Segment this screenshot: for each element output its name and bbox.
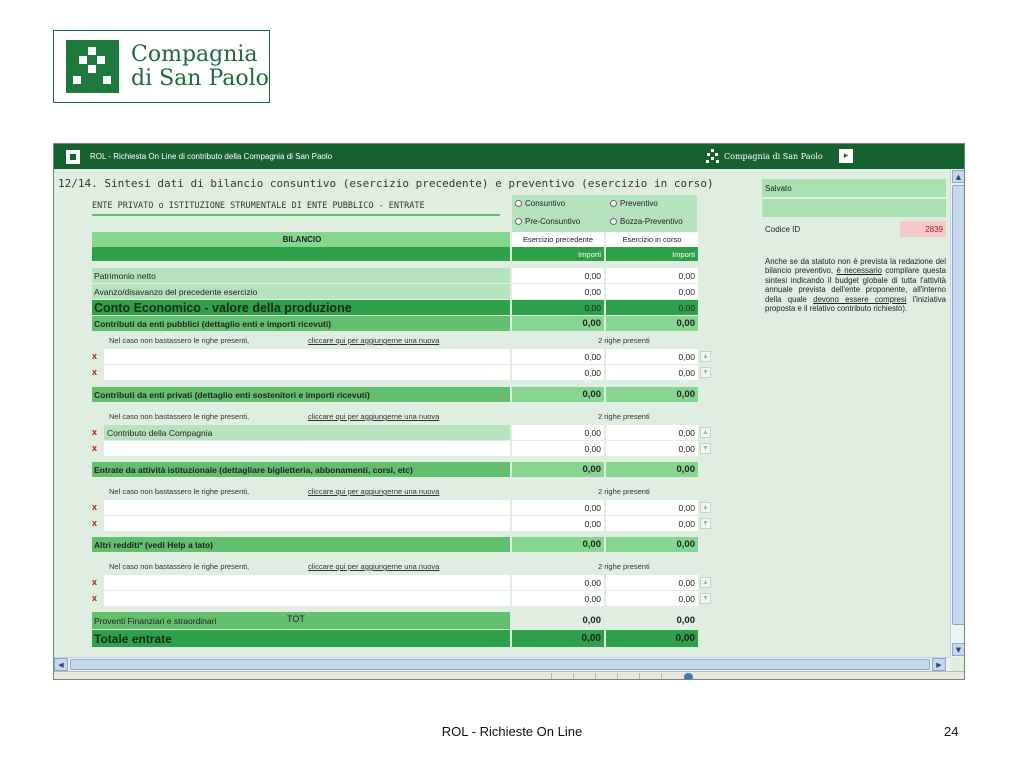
header-spacer [92, 247, 510, 261]
horizontal-scrollbar[interactable] [54, 657, 950, 671]
row-description[interactable] [104, 365, 510, 380]
radio-label: Pre-Consuntivo [525, 217, 581, 226]
row-prev-input[interactable]: 0,00 [512, 500, 604, 515]
side-panel [762, 177, 948, 657]
totale-prev: 0,00 [512, 630, 604, 647]
brand-name: Compagnia di San Paolo [724, 151, 823, 161]
add-row-link[interactable]: cliccare qui per aggiungerne una nuova [308, 562, 440, 571]
row-cur-input[interactable]: 0,00 [606, 349, 698, 364]
note-privati [92, 409, 700, 424]
title-bar [54, 144, 964, 169]
cat-istituzionali-cur: 0,00 [606, 462, 698, 477]
row-prev-input[interactable]: 0,00 [512, 591, 604, 606]
row-cur-input[interactable]: 0,00 [606, 365, 698, 380]
note-text: Nel caso non bastassero le righe presenti, [109, 562, 250, 571]
logo-mark-icon [66, 40, 119, 93]
scroll-left-icon[interactable]: ◀ [54, 658, 68, 671]
page-number: 24 [944, 724, 959, 739]
row-description[interactable] [104, 516, 510, 531]
move-down-icon[interactable]: ▼ [700, 518, 711, 529]
proventi-text: Proventi Finanziari e straordinari [94, 615, 217, 626]
internet-zone-icon [684, 673, 693, 680]
scroll-down-icon[interactable]: ▼ [952, 643, 965, 656]
application-window [53, 143, 965, 680]
codice-label: Codice ID [765, 225, 801, 234]
row-cur-input[interactable]: 0,00 [606, 425, 698, 440]
status-field [762, 199, 946, 217]
window-title: ROL - Richiesta On Line di contributo della Compagnia di San Paolo [90, 152, 333, 161]
move-up-icon[interactable]: ▲ [700, 427, 711, 438]
row-description[interactable] [104, 575, 510, 590]
status-divider [661, 673, 662, 680]
patrimonio-label: Patrimonio netto [92, 268, 510, 283]
remove-row-icon[interactable]: x [92, 351, 98, 361]
totale-cur: 0,00 [606, 630, 698, 647]
form-content [54, 169, 950, 657]
avanzo-prev[interactable]: 0,00 [512, 284, 604, 299]
radio-circle-icon[interactable] [610, 200, 617, 207]
radio-label: Consuntivo [525, 199, 566, 208]
patrimonio-cur[interactable]: 0,00 [606, 268, 698, 283]
proventi-cur: 0,00 [606, 612, 698, 629]
move-down-icon[interactable]: ▼ [700, 367, 711, 378]
scroll-thumb[interactable] [952, 185, 965, 625]
move-down-icon[interactable]: ▼ [700, 443, 711, 454]
cat-privati-prev: 0,00 [512, 387, 604, 402]
row-prev-input[interactable]: 0,00 [512, 365, 604, 380]
row-count: 2 righe presenti [598, 562, 650, 571]
remove-row-icon[interactable]: x [92, 443, 98, 453]
brand-mark-icon [706, 149, 720, 163]
row-cur-input[interactable]: 0,00 [606, 441, 698, 456]
cat-privati-label: Contributi da enti privati (dettaglio enti sostenitori e importi ricevuti) [92, 387, 510, 402]
avanzo-cur[interactable]: 0,00 [606, 284, 698, 299]
proventi-label [92, 612, 510, 629]
remove-row-icon[interactable]: x [92, 593, 98, 603]
row-count: 2 righe presenti [598, 487, 650, 496]
save-status: Salvato [762, 179, 946, 197]
row-count: 2 righe presenti [598, 412, 650, 421]
logo-line-1: Compagnia [131, 41, 258, 67]
row-cur-input[interactable]: 0,00 [606, 591, 698, 606]
radio-circle-icon[interactable] [610, 218, 617, 225]
row-cur-input[interactable]: 0,00 [606, 500, 698, 515]
radio-consuntivo[interactable] [515, 199, 565, 208]
cat-altri-label: Altri redditi* (vedi Help a lato) [92, 537, 510, 552]
row-description[interactable] [104, 591, 510, 606]
status-divider [595, 673, 596, 680]
row-prev-input[interactable]: 0,00 [512, 425, 604, 440]
help-emphasis: è necessario [836, 266, 882, 276]
add-row-link[interactable]: cliccare qui per aggiungerne una nuova [308, 336, 440, 345]
help-text [765, 257, 946, 313]
header-cur: Esercizio in corso [606, 232, 698, 247]
note-text: Nel caso non bastassero le righe presenti, [109, 336, 250, 345]
help-emphasis: devono essere compresi [813, 294, 907, 304]
header-bilancio: BILANCIO [92, 232, 510, 247]
row-prev-input[interactable]: 0,00 [512, 349, 604, 364]
conto-prev: 0,00 [512, 300, 604, 315]
cat-istituzionali-prev: 0,00 [512, 462, 604, 477]
row-count: 2 righe presenti [598, 336, 650, 345]
row-description[interactable] [104, 349, 510, 364]
move-down-icon[interactable]: ▼ [700, 593, 711, 604]
ente-title: ENTE PRIVATO o ISTITUZIONE STRUMENTALE DI ENTE PUBBLICO - ENTRATE [92, 201, 500, 216]
cat-pubblici-label: Contributi da enti pubblici (dettaglio enti e importi ricevuti) [92, 316, 510, 331]
radio-label: Bozza-Preventivo [620, 217, 683, 226]
logo-line-2: di San Paolo [131, 65, 269, 91]
radio-label: Preventivo [620, 199, 658, 208]
status-divider [639, 673, 640, 680]
row-description[interactable] [104, 500, 510, 515]
row-prev-input[interactable]: 0,00 [512, 441, 604, 456]
header-brand [706, 149, 823, 163]
note-pubblici [92, 333, 700, 348]
logo-text [131, 43, 269, 91]
cat-altri-prev: 0,00 [512, 537, 604, 552]
status-divider [573, 673, 574, 680]
section-title: 12/14. Sintesi dati di bilancio consuntivo (esercizio precedente) e preventivo (esercizio in corso) [58, 177, 714, 190]
add-row-link[interactable]: cliccare qui per aggiungerne una nuova [308, 487, 440, 496]
row-cur-input[interactable]: 0,00 [606, 575, 698, 590]
cat-pubblici-cur: 0,00 [606, 316, 698, 331]
compagnia-logo [53, 30, 270, 103]
header-importi-prev: Importi [512, 247, 604, 261]
note-altri [92, 559, 700, 574]
tot-tag: TOT [287, 614, 305, 624]
cat-istituzionali-label: Entrate da attività istituzionale (dettagliare biglietteria, abbonamenti, corsi, etc) [92, 462, 510, 477]
remove-row-icon[interactable]: x [92, 367, 98, 377]
arrow-right-icon[interactable]: ▸ [839, 149, 853, 163]
vertical-scrollbar[interactable] [950, 169, 965, 657]
help-part: Anche se da statuto non è prevista la redazione del bilancio preventivo, [765, 257, 946, 276]
row-description[interactable]: Contributo della Compagnia [104, 425, 510, 440]
remove-row-icon[interactable]: x [92, 518, 98, 528]
radio-pre-consuntivo[interactable] [515, 217, 580, 226]
avanzo-label: Avanzo/disavanzo del precedente esercizio [92, 284, 510, 299]
scroll-up-icon[interactable]: ▲ [952, 170, 965, 183]
help-part: compilare questa sintesi indicando il budget globale di tutta l'attività annuale prevista dell'ente proponente, all'interno della quale [765, 266, 946, 304]
scroll-thumb-horizontal[interactable] [70, 659, 930, 670]
cat-pubblici-prev: 0,00 [512, 316, 604, 331]
slide-footer: ROL - Richieste On Line [441, 724, 583, 739]
header-importi-cur: Importi [606, 247, 698, 261]
row-description[interactable] [104, 441, 510, 456]
status-bar [54, 671, 965, 680]
note-istituzionali [92, 484, 700, 499]
move-up-icon[interactable]: ▲ [700, 577, 711, 588]
cat-privati-cur: 0,00 [606, 387, 698, 402]
cat-altri-cur: 0,00 [606, 537, 698, 552]
scroll-right-icon[interactable]: ▶ [932, 658, 946, 671]
window-menu-icon[interactable] [66, 150, 80, 164]
totale-label: Totale entrate [92, 630, 510, 647]
radio-circle-icon[interactable] [515, 200, 522, 207]
radio-circle-icon[interactable] [515, 218, 522, 225]
conto-cur: 0,00 [606, 300, 698, 315]
row-prev-input[interactable]: 0,00 [512, 575, 604, 590]
budget-type-radios [512, 195, 697, 232]
radio-bozza-preventivo[interactable] [610, 217, 683, 226]
status-divider [617, 673, 618, 680]
radio-preventivo[interactable] [610, 199, 658, 208]
header-prev: Esercizio precedente [512, 232, 604, 247]
codice-value: 2839 [900, 221, 946, 237]
move-up-icon[interactable]: ▲ [700, 351, 711, 362]
remove-row-icon[interactable]: x [92, 577, 98, 587]
row-cur-input[interactable]: 0,00 [606, 516, 698, 531]
note-text: Nel caso non bastassero le righe presenti, [109, 487, 250, 496]
status-divider [551, 673, 552, 680]
conto-label: Conto Economico - valore della produzione [92, 300, 510, 315]
add-row-link[interactable]: cliccare qui per aggiungerne una nuova [308, 412, 440, 421]
move-up-icon[interactable]: ▲ [700, 502, 711, 513]
note-text: Nel caso non bastassero le righe presenti, [109, 412, 250, 421]
remove-row-icon[interactable]: x [92, 502, 98, 512]
proventi-prev: 0,00 [512, 612, 604, 629]
row-prev-input[interactable]: 0,00 [512, 516, 604, 531]
patrimonio-prev[interactable]: 0,00 [512, 268, 604, 283]
help-part: l'iniziativa proposta e il relativo contributo richiesto). [765, 294, 946, 314]
budget-form [54, 169, 754, 657]
remove-row-icon[interactable]: x [92, 427, 98, 437]
